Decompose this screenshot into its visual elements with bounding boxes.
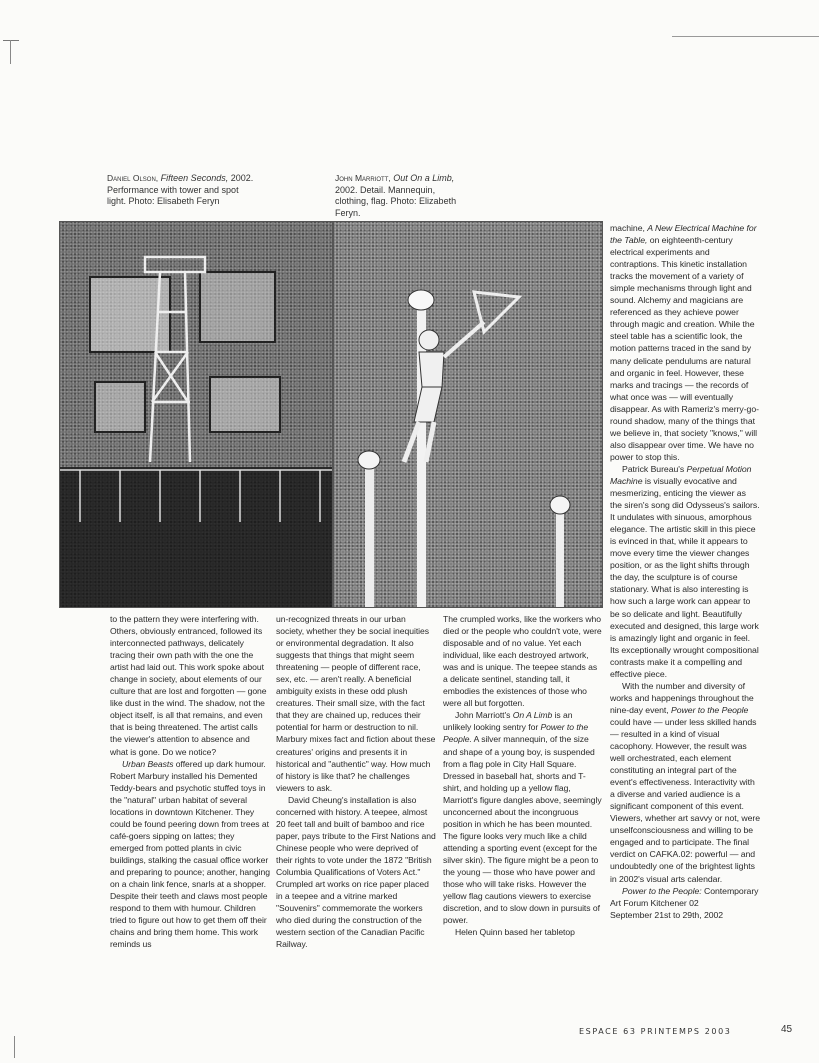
event-title: Power to the People — [671, 704, 749, 715]
crop-mark — [14, 1036, 15, 1058]
paragraph: Helen Quinn based her tabletop — [455, 927, 575, 938]
article-column-4 — [610, 222, 760, 921]
magazine-issue-footer: ESPACE 63 PRINTEMPS 2003 — [579, 1027, 732, 1036]
paragraph-text: Patrick Bureau's — [622, 463, 687, 474]
event-title: Power to the People. — [443, 722, 589, 745]
paragraph — [610, 680, 760, 885]
caption-title: Out On a Limb, — [393, 173, 455, 183]
work-title: A New Electrical Machine for the Table, — [610, 223, 757, 246]
article-column-1 — [110, 613, 270, 950]
crop-mark — [10, 40, 11, 64]
paragraph-text: is visually evocative and mesmerizing, enticing the viewer as the siren's song did Odysseus's sailors. It undulates with sinuous, amorphous elegance. The artistic skill in this piece is evinced in that, while it appears to move every time the viewer changes position, or as the light shifts through the day, the sculpture is of course stationary. What is also interesting is how such a large work can appear to be so delicate and light. Beautifully executed and designed, this large work is amazingly light and organic in feel. Its exceptionally wrought compositional contrasts make it a compelling and effective piece. — [610, 475, 760, 679]
paragraph-text: could have — under less skilled hands — resulted in a kind of visual cacophony. However, the result was well orchestrated, each element constituting an integral part of the event's effectiveness. Interactivity with a diverse and varied audience is a significant component of this event. Viewers, whether art savvy or not, were unselfconsciousness and willing to be engaged and to participate. The final verdict on CAFKA.02: powerful — and undoubtedly one of the brightest lights in 2002's visual arts calendar. — [610, 716, 760, 884]
paragraph: The crumpled works, like the workers who died or the people who couldn't vote, were disposable and of no value. Yet each individual, like each destroyed artwork, was and is unique. The teepee stands as a delicate sentinel, standing tall, it embodies the existences of those who were all but forgotten. — [443, 614, 602, 709]
event-info — [610, 885, 760, 921]
caption-artist: John Marriott, — [335, 173, 391, 183]
paragraph — [610, 463, 760, 680]
paragraph-text: With the number and diversity of works and happenings throughout the nine-day event, — [610, 680, 754, 715]
top-rule — [672, 36, 819, 37]
paragraph-text: is an unlikely looking sentry for — [443, 710, 573, 733]
event-info-dates: September 21st to 29th, 2002 — [610, 909, 724, 920]
caption-details: 2002. Detail. Mannequin, clothing, flag. Photo: Elizabeth Feryn. — [335, 184, 457, 218]
paragraph-text: on eighteenth-century electrical experiments and contraptions. This kinetic installation tracks the movement of a variety of simple mechanisms through light and sound. Alchemy and magicians are referenced as they achieve power through magic and creation. While the steel table has a scientific look, the motion patterns traced in the sand by many delicate pendulums are natural and organic in feel. However, these marks and tracings — the records of what once was — will eventually disappear. As with Rameriz's merry-go-round shadow, many of the things that we believe in, that society "knows," will also disappear over time. We have no power to stop this. — [610, 235, 759, 462]
photo-fifteen-seconds — [59, 221, 333, 608]
paragraph-text: John Marriott's — [455, 710, 513, 721]
work-title: Perpetual Motion Machine — [610, 463, 752, 486]
paragraph-text: offered up dark humour. Robert Marbury installed his Demented Teddy-bears and psychotic stuffed toys in the "natural" urban habitat of several locations in downtown Kitchener. They could be found peering down from trees at café-goers sipping on lattes; they emerged from potted plants in civic buildings, stalking the casual office worker and preparing to pounce; another, hanging on a chain link fence, snarls at a shopper. Despite their teeth and claws most people respond to them with humour. Children tried to figure out how to get them off their chains and bring them home. This work reminds us — [110, 758, 270, 950]
tower-performance-image — [60, 222, 332, 607]
photo-out-on-a-limb — [333, 221, 603, 608]
caption-title: Fifteen Seconds, — [160, 173, 229, 183]
event-info-venue: Contemporary Art Forum Kitchener 02 — [610, 885, 759, 908]
caption-details: 2002. Performance with tower and spot light. Photo: Elisabeth Feryn — [107, 173, 254, 206]
paragraph — [610, 222, 760, 463]
photo-caption-left — [107, 173, 257, 208]
article-column-2 — [276, 613, 436, 950]
paragraph: to the pattern they were interfering with. Others, obviously entranced, followed its interconnected pathways, delicately tracing their own path with the one the artist had laid out. This work spoke about change in society, about elements of our culture that are lost and forgotten — gone like dust in the wind. The shadow, not the object itself, is all that remains, and even that is being threatened. The artist calls the viewer's attention to absence and what is gone. Do we notice? — [110, 614, 267, 757]
paragraph — [110, 758, 270, 951]
paragraph: David Cheung's installation is also concerned with history. A teepee, almost 20 feet tall and built of bamboo and rice paper, pays tribute to the First Nations and Chinese people who were deprived of their rights to vote under the 1872 "British Columbia Qualifications of Voters Act." Crumpled art works on rice paper placed in a teepee and a vitrine marked "Souvenirs" commemorate the workers who died during the construction of the western section of the Canadian Pacific Railway. — [276, 794, 436, 950]
paragraph-text: machine, — [610, 223, 648, 233]
paragraph-text: A silver mannequin, of the size and shape of a young boy, is suspended from a flag pole in City Hall Square. Dressed in baseball hat, shorts and T-shirt, and holding up a yellow flag, Marriott's figure dangles above, seemingly unconcerned about the incongruous position in which he has been mounted. The figure looks very much like a child attending a sporting event (except for the silver skin). The figure might be a peon to the young — those who have power and those who will take risks. However the yellow flag cautions viewers to exercise discretion, and to slow down in pursuits of power. — [443, 734, 602, 926]
article-column-3 — [443, 613, 603, 938]
crop-mark — [3, 40, 19, 41]
page-number: 45 — [781, 1024, 793, 1035]
photo-caption-right — [335, 173, 465, 219]
paragraph: un-recognized threats in our urban society, whether they be social inequities or environmental degradation. It also suggests that things that might seem threatening — people of different race, sex, etc. — aren't really. A beneficial ambiguity exists in these odd plush creatures. Their small size, with the fact that they are chained up, reduces their potential for harm or destruction to nil. Marbury mixes fact and fiction about these creatures' origins and presents it in historical and "authentic" way. How much of history is like that? he challenges viewers to ask. — [276, 614, 436, 793]
mannequin-image — [334, 222, 602, 607]
event-info-title: Power to the People: — [622, 885, 702, 896]
paragraph — [443, 709, 603, 926]
caption-artist: Daniel Olson, — [107, 173, 159, 183]
work-title: Urban Beasts — [122, 758, 174, 769]
work-title: On A Limb — [512, 710, 553, 721]
